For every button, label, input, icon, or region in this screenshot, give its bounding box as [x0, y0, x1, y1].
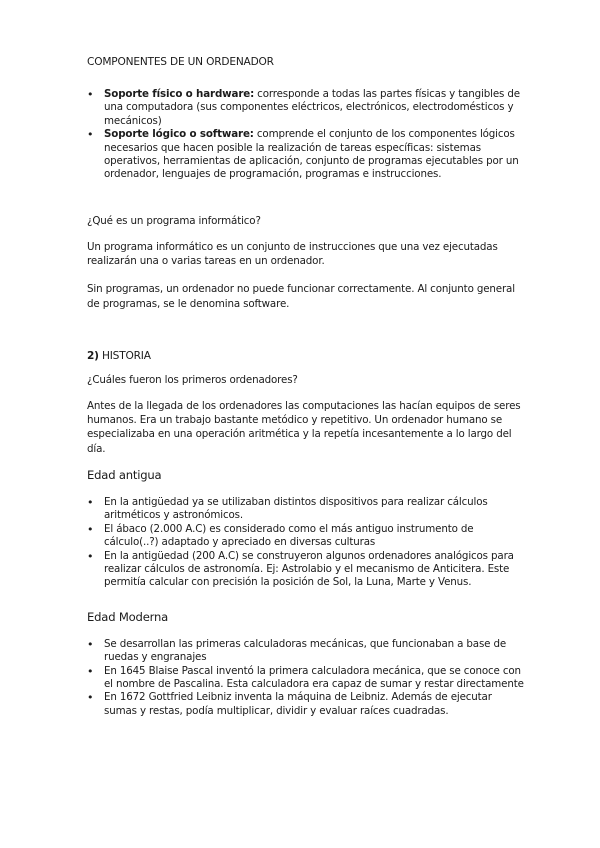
list-item: • En la antigüedad (200 A.C) se construyeron algunos ordenadores analógicos para realizar cálculos de astronomía. Ej: Astrolabio y el mecanismo de Anticitera. Este permitía calcular con precisión la posición de Sol, la Luna, Marte y Venus.	[87, 550, 527, 590]
list-item: • En 1672 Gottfried Leibniz inventa la máquina de Leibniz. Además de ejecutar sumas y restas, podía multiplicar, dividir y evaluar raíces cuadradas.	[87, 691, 527, 718]
paragraph-program-definition: Un programa informático es un conjunto de instrucciones que una vez ejecutadas realizarán una o varias tareas en un ordenador.	[87, 241, 498, 268]
page-content	[87, 55, 527, 718]
modern-list	[87, 638, 527, 718]
history-number: 2)	[87, 349, 99, 362]
heading-ancient-age: Edad antigua	[87, 467, 162, 482]
list-item: • En la antigüedad ya se utilizaban distintos dispositivos para realizar cálculos aritméticos y astronómicos.	[87, 496, 527, 523]
term-software: Soporte lógico o software:	[104, 128, 254, 141]
section-title-components: COMPONENTES DE UN ORDENADOR	[87, 56, 274, 68]
list-item: • En 1645 Blaise Pascal inventó la primera calculadora mecánica, que se conoce con el nombre de Pascalina. Esta calculadora era capaz de sumar y restar directamente	[87, 665, 527, 692]
list-item: • Se desarrollan las primeras calculadoras mecánicas, que funcionaban a base de ruedas y engranajes	[87, 638, 527, 665]
paragraph-human-computers: Antes de la llegada de los ordenadores las computaciones las hacían equipos de seres humanos. Era un trabajo bastante metódico y repetitivo. Un ordenador humano se especializaba en una operación aritmética y la repetía incesantemente a lo largo del día.	[87, 400, 521, 455]
list-item-hardware	[87, 88, 527, 128]
history-title-text: HISTORIA	[98, 349, 151, 362]
text-hardware: corresponde a todas las partes físicas y tangibles de una computadora (sus componentes eléctricos, electrónicos, electrodomésticos y mecánicos)	[104, 88, 520, 127]
ancient-list	[87, 496, 527, 590]
text-software: comprende el conjunto de los componentes lógicos necesarios que hacen posible la realización de tareas específicas: sistemas operativos, herramientas de aplicación, conjunto de programas ejecutables por un ordenador, lenguajes de programación, programas e instrucciones.	[104, 128, 519, 181]
components-list	[87, 88, 527, 182]
list-item-software	[87, 128, 527, 182]
question-first-computers: ¿Cuáles fueron los primeros ordenadores?	[87, 373, 298, 386]
question-program: ¿Qué es un programa informático?	[87, 214, 261, 227]
term-hardware: Soporte físico o hardware:	[104, 88, 255, 100]
list-item: • El ábaco (2.000 A.C) es considerado como el más antiguo instrumento de cálculo(..?) adaptado y apreciado en diversas culturas	[87, 523, 527, 550]
section-title-history	[87, 349, 527, 363]
heading-modern-age: Edad Moderna	[87, 609, 169, 624]
paragraph-software: Sin programas, un ordenador no puede funcionar correctamente. Al conjunto general de programas, se le denomina software.	[87, 283, 515, 310]
